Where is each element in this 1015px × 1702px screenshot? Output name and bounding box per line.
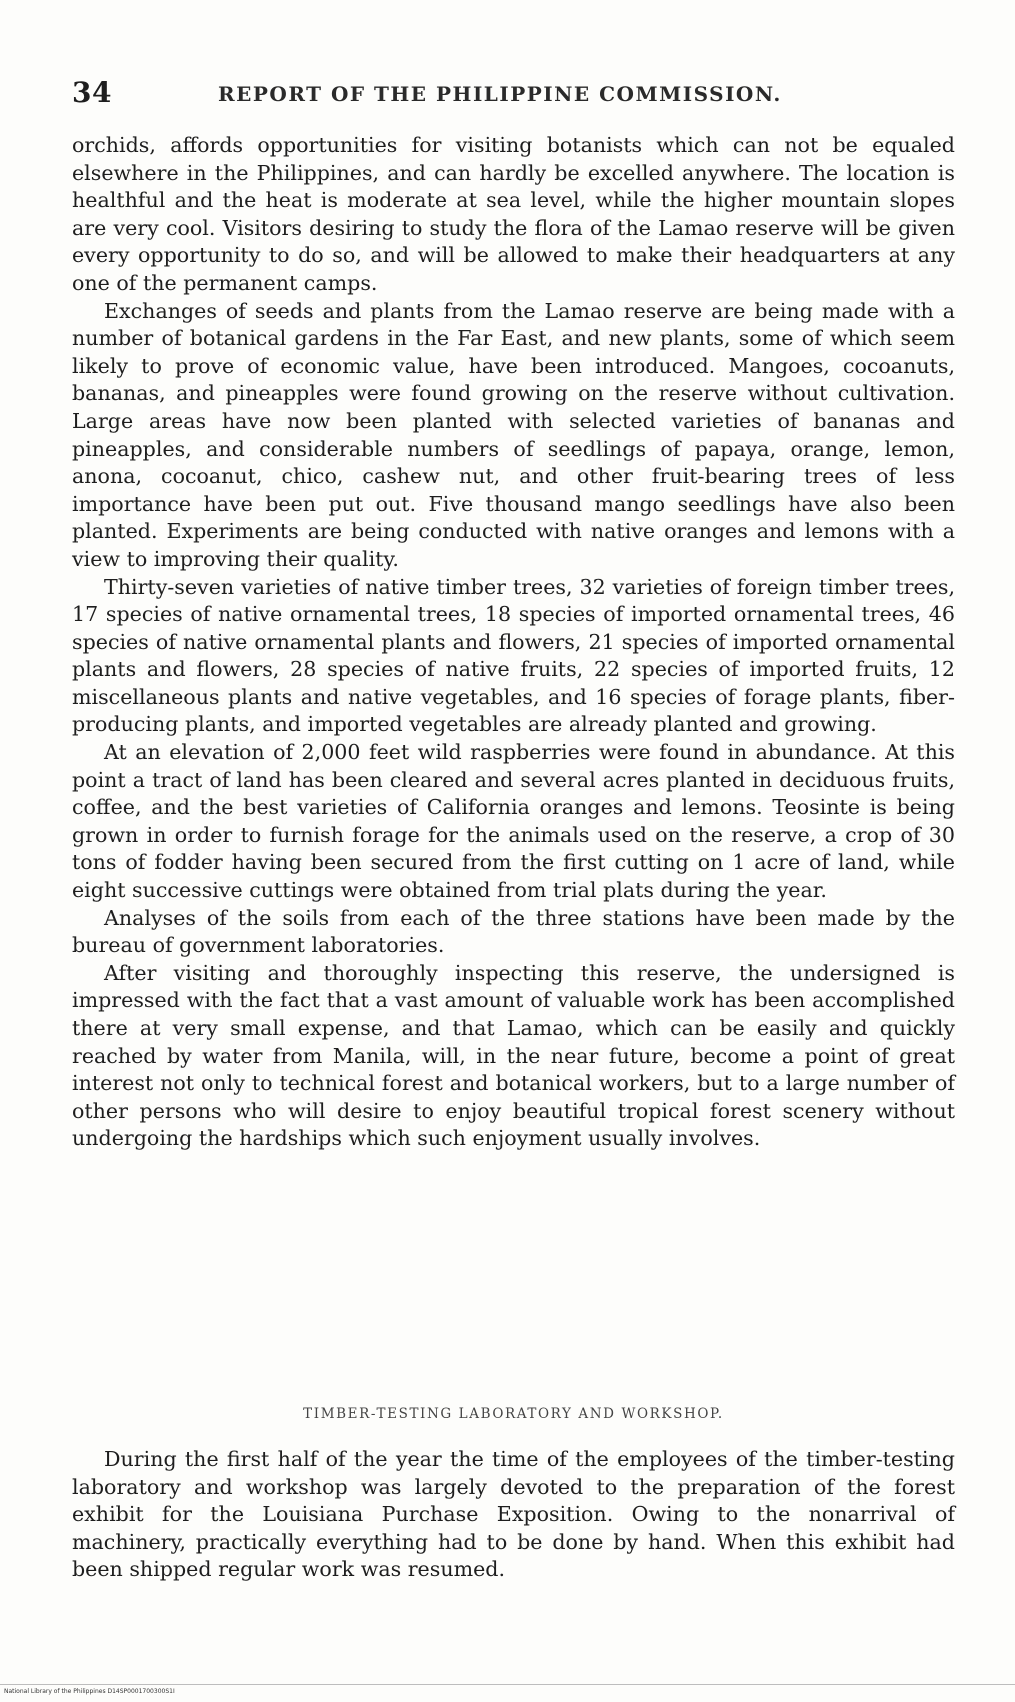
paragraph-continued: orchids, affords opportunities for visiting botanists which can not be equaled elsewhere in the Philippines, and can hardly be excelled anywhere. The location is healthful and the heat is moderate at sea level, while the higher mountain slopes are very cool. Visitors desiring to study the flora of the Lamao reserve will be given every opportunity to do so, and will be allowed to make their headquarters at any one of the permanent camps. (72, 133, 955, 295)
footer-note: National Library of the Philippines D14SP0001700300S1I (4, 1688, 175, 1695)
running-title: REPORT OF THE PHILIPPINE COMMISSION. (218, 82, 782, 106)
section-body (72, 1446, 955, 1584)
paragraph-analyses: Analyses of the soils from each of the three stations have been made by the bureau of government laboratories. (72, 905, 955, 958)
section-paragraph: During the first half of the year the time of the employees of the timber-testing laboratory and workshop was largely devoted to the preparation of the forest exhibit for the Louisiana Purchase Exposition. Owing to the nonarrival of machinery, practically everything had to be done by hand. When this exhibit had been shipped regular work was resumed. (72, 1447, 955, 1582)
page-header (72, 76, 952, 116)
paragraph-conclusion: After visiting and thoroughly inspecting this reserve, the undersigned is impressed with the fact that a vast amount of valuable work has been accomplished there at very small expense, and that Lamao, which can be easily and quickly reached by water from Manila, will, in the near future, become a point of great interest not only to technical forest and botanical workers, but to a large number of other persons who will desire to enjoy beautiful tropical forest scenery without undergoing the hardships which such enjoyment usually involves. (72, 960, 955, 1151)
page-number: 34 (72, 76, 112, 109)
paragraph-varieties: Thirty-seven varieties of native timber trees, 32 varieties of foreign timber trees, 17 species of native ornamental trees, 18 species of imported ornamental trees, 46 species of native ornamental plants and flowers, 21 species of imported ornamental plants and flowers, 28 species of native fruits, 22 species of imported fruits, 12 miscellaneous plants and native vegetables, and 16 species of forage plants, fiber-producing plants, and imported vegetables are already planted and growing. (72, 574, 955, 737)
paragraph-exchanges: Exchanges of seeds and plants from the Lamao reserve are being made with a number of botanical gardens in the Far East, and new plants, some of which seem likely to prove of economic value, have been introduced. Mangoes, cocoanuts, bananas, and pineapples were found growing on the reserve without cultivation. Large areas have now been planted with selected varieties of bananas and pineapples, and considerable numbers of seedlings of papaya, orange, lemon, anona, cocoanut, chico, cashew nut, and other fruit-bearing trees of less importance have been put out. Five thousand mango seedlings have also been planted. Experiments are being conducted with native oranges and lemons with a view to improving their quality. (72, 298, 955, 571)
paragraph-elevation: At an elevation of 2,000 feet wild raspberries were found in abundance. At this point a tract of land has been cleared and several acres planted in deciduous fruits, coffee, and the best varieties of California oranges and lemons. Teosinte is being grown in order to furnish forage for the animals used on the reserve, a crop of 30 tons of fodder having been secured from the first cutting on 1 acre of land, while eight successive cuttings were obtained from trial plats during the year. (72, 740, 955, 903)
section-heading: TIMBER-TESTING LABORATORY AND WORKSHOP. (303, 1406, 724, 1422)
body-text (72, 132, 955, 1153)
bottom-divider (0, 1684, 1015, 1685)
